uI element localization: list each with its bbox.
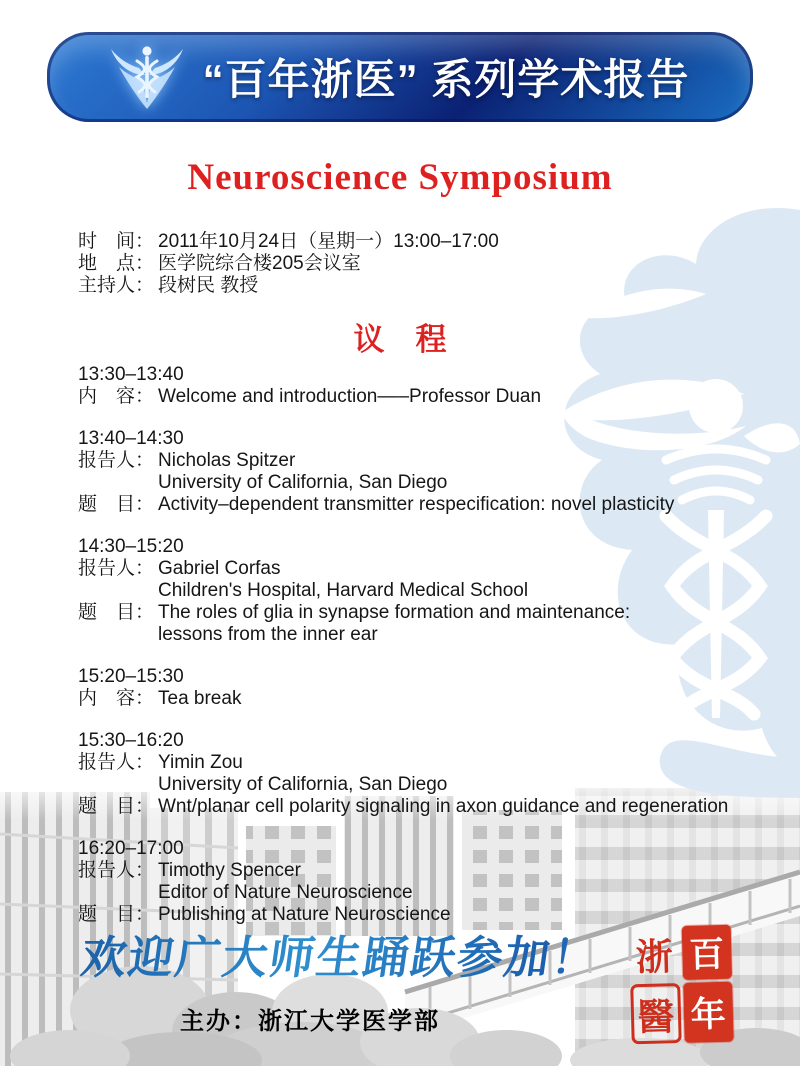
row-label (78, 580, 158, 602)
talk-title-cont: lessons from the inner ear (158, 624, 378, 645)
organizer-label: 主办： (180, 1009, 258, 1035)
speaker-name: Timothy Spencer (158, 860, 301, 881)
info-value: 2011年10月24日（星期一）13:00–17:00 (158, 231, 499, 252)
row-label: 内 容： (78, 386, 155, 407)
speaker-affiliation: University of California, San Diego (158, 774, 448, 795)
info-block (78, 231, 764, 297)
speaker-name: Gabriel Corfas (158, 558, 281, 579)
seal-char: 百 (681, 925, 732, 980)
banner (47, 32, 753, 122)
session-time: 16:20–17:00 (78, 838, 184, 859)
seal-stamp (629, 925, 734, 1040)
row-label: 题 目： (78, 904, 155, 925)
banner-title: “百年浙医” 系列学术报告 (202, 56, 690, 103)
caduceus-icon (109, 41, 185, 113)
speaker-affiliation: University of California, San Diego (158, 472, 448, 493)
row-label: 报告人： (78, 860, 155, 881)
row-label (78, 882, 158, 904)
talk-title: The roles of glia in synapse formation and maintenance: (158, 602, 631, 623)
session-time: 13:40–14:30 (78, 428, 184, 449)
info-value: 段树民 教授 (158, 275, 259, 296)
speaker-affiliation: Editor of Nature Neuroscience (158, 882, 413, 903)
row-label: 题 目： (78, 796, 155, 817)
info-label: 地 点： (78, 253, 155, 274)
talk-title: Wnt/planar cell polarity signaling in axon guidance and regeneration (158, 796, 729, 817)
row-label: 题 目： (78, 602, 155, 623)
welcome-calligraphy: 欢迎广大师生踊跃参加！ (0, 930, 684, 986)
row-text: Tea break (158, 688, 242, 709)
organizer-name: 浙江大学医学部 (258, 1009, 440, 1035)
speaker-affiliation: Children's Hospital, Harvard Medical School (158, 580, 529, 601)
session-time: 14:30–15:20 (78, 536, 184, 557)
speaker-name: Yimin Zou (158, 752, 243, 773)
agenda-sessions (78, 364, 770, 926)
session-6 (78, 838, 770, 926)
row-text: Welcome and introduction–––Professor Duan (158, 386, 542, 407)
session-3 (78, 536, 770, 646)
talk-title: Publishing at Nature Neuroscience (158, 904, 451, 925)
organizer-line (0, 1001, 620, 1036)
row-label: 报告人： (78, 752, 155, 773)
info-value: 医学院综合楼205会议室 (158, 253, 361, 274)
session-5 (78, 730, 770, 818)
seal-char: 年 (683, 982, 734, 1043)
row-label: 内 容： (78, 688, 155, 709)
row-label: 报告人： (78, 558, 155, 579)
page-title: Neuroscience Symposium (187, 157, 613, 198)
row-label (78, 624, 158, 646)
info-row-place (78, 253, 764, 275)
session-time: 13:30–13:40 (78, 364, 184, 385)
info-row-time (78, 231, 764, 253)
info-row-host (78, 275, 764, 297)
row-label: 报告人： (78, 450, 155, 471)
row-label (78, 472, 158, 494)
info-label: 时 间： (78, 231, 155, 252)
info-label: 主持人： (78, 275, 155, 296)
row-label: 题 目： (78, 494, 155, 515)
seal-char: 浙 (635, 937, 674, 980)
session-time: 15:20–15:30 (78, 666, 184, 687)
agenda-title: 议 程 (353, 322, 447, 357)
session-2 (78, 428, 770, 516)
session-1 (78, 364, 770, 408)
talk-title: Activity–dependent transmitter respecification: novel plasticity (158, 494, 675, 515)
speaker-name: Nicholas Spitzer (158, 450, 296, 471)
row-label (78, 774, 158, 796)
session-time: 15:30–16:20 (78, 730, 184, 751)
seal-char: 醫 (630, 983, 681, 1044)
session-4 (78, 666, 770, 710)
